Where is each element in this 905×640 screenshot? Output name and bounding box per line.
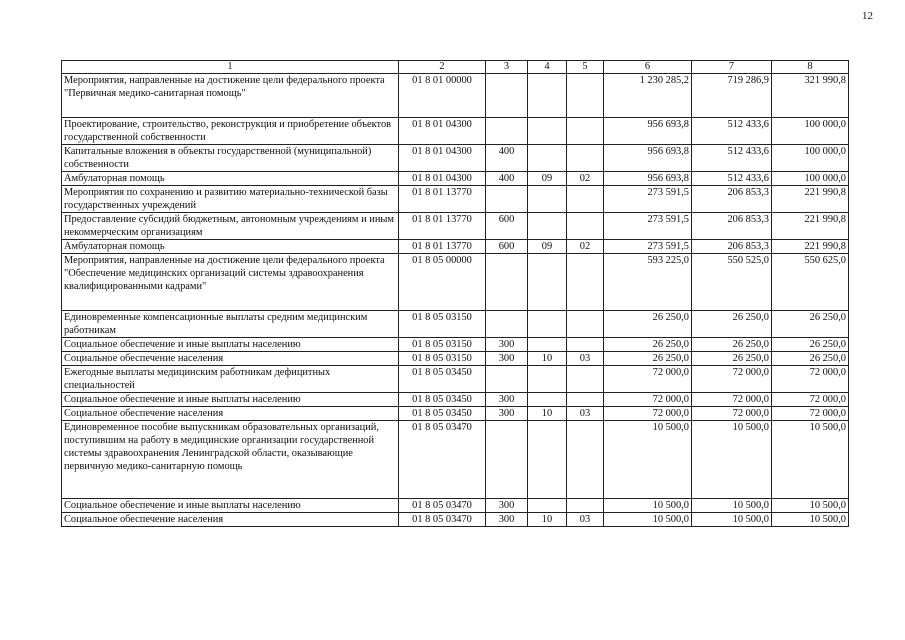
cell-amount-2: 26 250,0 <box>692 311 772 338</box>
cell-expense-type <box>486 254 528 311</box>
cell-amount-3: 26 250,0 <box>772 352 849 366</box>
cell-section <box>528 338 567 352</box>
table-row <box>62 254 849 311</box>
cell-subsection <box>567 393 604 407</box>
cell-code: 01 8 01 04300 <box>399 118 486 145</box>
cell-name: Капитальные вложения в объекты государственной (муниципальной) собственности <box>62 145 399 172</box>
cell-section: 09 <box>528 240 567 254</box>
cell-section <box>528 499 567 513</box>
cell-section <box>528 254 567 311</box>
cell-amount-2: 206 853,3 <box>692 186 772 213</box>
cell-expense-type: 600 <box>486 240 528 254</box>
cell-amount-1: 593 225,0 <box>604 254 692 311</box>
cell-amount-2: 206 853,3 <box>692 213 772 240</box>
table-row <box>62 213 849 240</box>
cell-expense-type <box>486 421 528 499</box>
cell-name: Единовременные компенсационные выплаты средним медицинским работникам <box>62 311 399 338</box>
cell-code: 01 8 05 03450 <box>399 393 486 407</box>
cell-name: Социальное обеспечение и иные выплаты населению <box>62 393 399 407</box>
cell-subsection: 03 <box>567 513 604 527</box>
cell-code: 01 8 05 03150 <box>399 338 486 352</box>
cell-name: Амбулаторная помощь <box>62 240 399 254</box>
table-row <box>62 421 849 499</box>
cell-amount-2: 72 000,0 <box>692 407 772 421</box>
cell-section <box>528 213 567 240</box>
cell-amount-2: 719 286,9 <box>692 74 772 118</box>
cell-subsection: 03 <box>567 352 604 366</box>
cell-subsection <box>567 186 604 213</box>
cell-code: 01 8 01 13770 <box>399 240 486 254</box>
table-row <box>62 74 849 118</box>
cell-amount-3: 100 000,0 <box>772 118 849 145</box>
header-cell: 6 <box>604 61 692 74</box>
cell-name: Социальное обеспечение населения <box>62 352 399 366</box>
cell-amount-1: 26 250,0 <box>604 338 692 352</box>
cell-amount-1: 273 591,5 <box>604 213 692 240</box>
table-row <box>62 186 849 213</box>
cell-subsection: 02 <box>567 240 604 254</box>
cell-section <box>528 118 567 145</box>
cell-section: 10 <box>528 513 567 527</box>
cell-amount-2: 10 500,0 <box>692 513 772 527</box>
page-number: 12 <box>862 10 873 22</box>
table-row <box>62 407 849 421</box>
cell-expense-type <box>486 311 528 338</box>
cell-subsection <box>567 366 604 393</box>
cell-expense-type: 600 <box>486 213 528 240</box>
cell-code: 01 8 05 03150 <box>399 311 486 338</box>
cell-name: Мероприятия по сохранению и развитию материально-технической базы государственных учреждений <box>62 186 399 213</box>
cell-section: 10 <box>528 352 567 366</box>
cell-section <box>528 393 567 407</box>
cell-amount-3: 26 250,0 <box>772 311 849 338</box>
header-cell: 5 <box>567 61 604 74</box>
cell-expense-type <box>486 186 528 213</box>
cell-code: 01 8 01 04300 <box>399 145 486 172</box>
cell-code: 01 8 05 03450 <box>399 407 486 421</box>
cell-section <box>528 74 567 118</box>
cell-section <box>528 366 567 393</box>
cell-amount-3: 100 000,0 <box>772 172 849 186</box>
cell-name: Социальное обеспечение населения <box>62 407 399 421</box>
cell-amount-3: 72 000,0 <box>772 407 849 421</box>
cell-amount-3: 10 500,0 <box>772 421 849 499</box>
cell-amount-1: 26 250,0 <box>604 311 692 338</box>
cell-subsection <box>567 421 604 499</box>
table-row <box>62 311 849 338</box>
cell-amount-2: 512 433,6 <box>692 145 772 172</box>
cell-amount-1: 273 591,5 <box>604 186 692 213</box>
cell-code: 01 8 01 00000 <box>399 74 486 118</box>
cell-expense-type: 300 <box>486 513 528 527</box>
cell-expense-type <box>486 74 528 118</box>
cell-subsection <box>567 74 604 118</box>
cell-code: 01 8 05 03150 <box>399 352 486 366</box>
cell-section <box>528 145 567 172</box>
table-row <box>62 513 849 527</box>
cell-amount-3: 100 000,0 <box>772 145 849 172</box>
cell-expense-type: 400 <box>486 145 528 172</box>
table-row <box>62 393 849 407</box>
cell-amount-2: 512 433,6 <box>692 172 772 186</box>
cell-amount-3: 26 250,0 <box>772 338 849 352</box>
cell-amount-2: 10 500,0 <box>692 421 772 499</box>
cell-expense-type: 300 <box>486 338 528 352</box>
table-row <box>62 118 849 145</box>
cell-amount-1: 273 591,5 <box>604 240 692 254</box>
cell-subsection <box>567 118 604 145</box>
cell-amount-1: 72 000,0 <box>604 366 692 393</box>
header-cell: 4 <box>528 61 567 74</box>
cell-amount-3: 221 990,8 <box>772 186 849 213</box>
cell-amount-2: 512 433,6 <box>692 118 772 145</box>
cell-name: Предоставление субсидий бюджетным, автономным учреждениям и иным некоммерческим организациям <box>62 213 399 240</box>
cell-code: 01 8 05 00000 <box>399 254 486 311</box>
header-row <box>62 61 849 74</box>
cell-name: Ежегодные выплаты медицинским работникам дефицитных специальностей <box>62 366 399 393</box>
cell-amount-2: 550 525,0 <box>692 254 772 311</box>
cell-amount-2: 206 853,3 <box>692 240 772 254</box>
cell-amount-1: 10 500,0 <box>604 513 692 527</box>
cell-name: Социальное обеспечение населения <box>62 513 399 527</box>
cell-subsection <box>567 499 604 513</box>
cell-amount-2: 10 500,0 <box>692 499 772 513</box>
header-cell: 2 <box>399 61 486 74</box>
cell-code: 01 8 05 03470 <box>399 499 486 513</box>
cell-amount-2: 72 000,0 <box>692 366 772 393</box>
table-row <box>62 352 849 366</box>
cell-code: 01 8 05 03450 <box>399 366 486 393</box>
cell-expense-type <box>486 366 528 393</box>
cell-amount-1: 72 000,0 <box>604 407 692 421</box>
cell-amount-1: 1 230 285,2 <box>604 74 692 118</box>
table-row <box>62 366 849 393</box>
cell-subsection <box>567 145 604 172</box>
cell-subsection <box>567 213 604 240</box>
cell-section <box>528 421 567 499</box>
cell-section <box>528 186 567 213</box>
cell-expense-type: 400 <box>486 172 528 186</box>
cell-subsection <box>567 311 604 338</box>
cell-name: Амбулаторная помощь <box>62 172 399 186</box>
cell-subsection: 02 <box>567 172 604 186</box>
cell-amount-3: 72 000,0 <box>772 366 849 393</box>
cell-name: Единовременное пособие выпускникам образовательных организаций, поступившим на работу в медицинские организации государственной системы здравоохранения Ленинградской области, оказывающие первичную медико-санитарную помощь <box>62 421 399 499</box>
cell-expense-type: 300 <box>486 352 528 366</box>
cell-amount-2: 26 250,0 <box>692 338 772 352</box>
header-cell: 7 <box>692 61 772 74</box>
cell-name: Мероприятия, направленные на достижение цели федерального проекта "Обеспечение медицинских организаций системы здравоохранения квалифицированными кадрами" <box>62 254 399 311</box>
table-row <box>62 499 849 513</box>
cell-amount-3: 550 625,0 <box>772 254 849 311</box>
budget-table <box>61 60 849 527</box>
cell-name: Мероприятия, направленные на достижение цели федерального проекта "Первичная медико-санитарная помощь" <box>62 74 399 118</box>
cell-expense-type: 300 <box>486 393 528 407</box>
cell-name: Социальное обеспечение и иные выплаты населению <box>62 338 399 352</box>
table-row <box>62 145 849 172</box>
header-cell: 3 <box>486 61 528 74</box>
cell-expense-type: 300 <box>486 407 528 421</box>
cell-amount-2: 26 250,0 <box>692 352 772 366</box>
cell-subsection: 03 <box>567 407 604 421</box>
cell-amount-3: 10 500,0 <box>772 513 849 527</box>
cell-amount-3: 221 990,8 <box>772 240 849 254</box>
cell-subsection <box>567 338 604 352</box>
cell-code: 01 8 05 03470 <box>399 513 486 527</box>
cell-name: Социальное обеспечение и иные выплаты населению <box>62 499 399 513</box>
cell-amount-1: 72 000,0 <box>604 393 692 407</box>
table-row <box>62 172 849 186</box>
cell-amount-3: 10 500,0 <box>772 499 849 513</box>
cell-code: 01 8 01 04300 <box>399 172 486 186</box>
cell-section: 09 <box>528 172 567 186</box>
cell-subsection <box>567 254 604 311</box>
cell-code: 01 8 01 13770 <box>399 186 486 213</box>
cell-expense-type <box>486 118 528 145</box>
header-cell: 1 <box>62 61 399 74</box>
cell-amount-3: 321 990,8 <box>772 74 849 118</box>
header-cell: 8 <box>772 61 849 74</box>
cell-amount-1: 10 500,0 <box>604 499 692 513</box>
cell-name: Проектирование, строительство, реконструкция и приобретение объектов государственной собственности <box>62 118 399 145</box>
cell-code: 01 8 01 13770 <box>399 213 486 240</box>
cell-amount-1: 10 500,0 <box>604 421 692 499</box>
cell-section: 10 <box>528 407 567 421</box>
cell-amount-1: 956 693,8 <box>604 118 692 145</box>
table-row <box>62 240 849 254</box>
cell-amount-1: 956 693,8 <box>604 172 692 186</box>
cell-expense-type: 300 <box>486 499 528 513</box>
cell-amount-3: 72 000,0 <box>772 393 849 407</box>
cell-section <box>528 311 567 338</box>
cell-amount-1: 26 250,0 <box>604 352 692 366</box>
cell-amount-2: 72 000,0 <box>692 393 772 407</box>
cell-amount-3: 221 990,8 <box>772 213 849 240</box>
cell-code: 01 8 05 03470 <box>399 421 486 499</box>
table-row <box>62 338 849 352</box>
cell-amount-1: 956 693,8 <box>604 145 692 172</box>
